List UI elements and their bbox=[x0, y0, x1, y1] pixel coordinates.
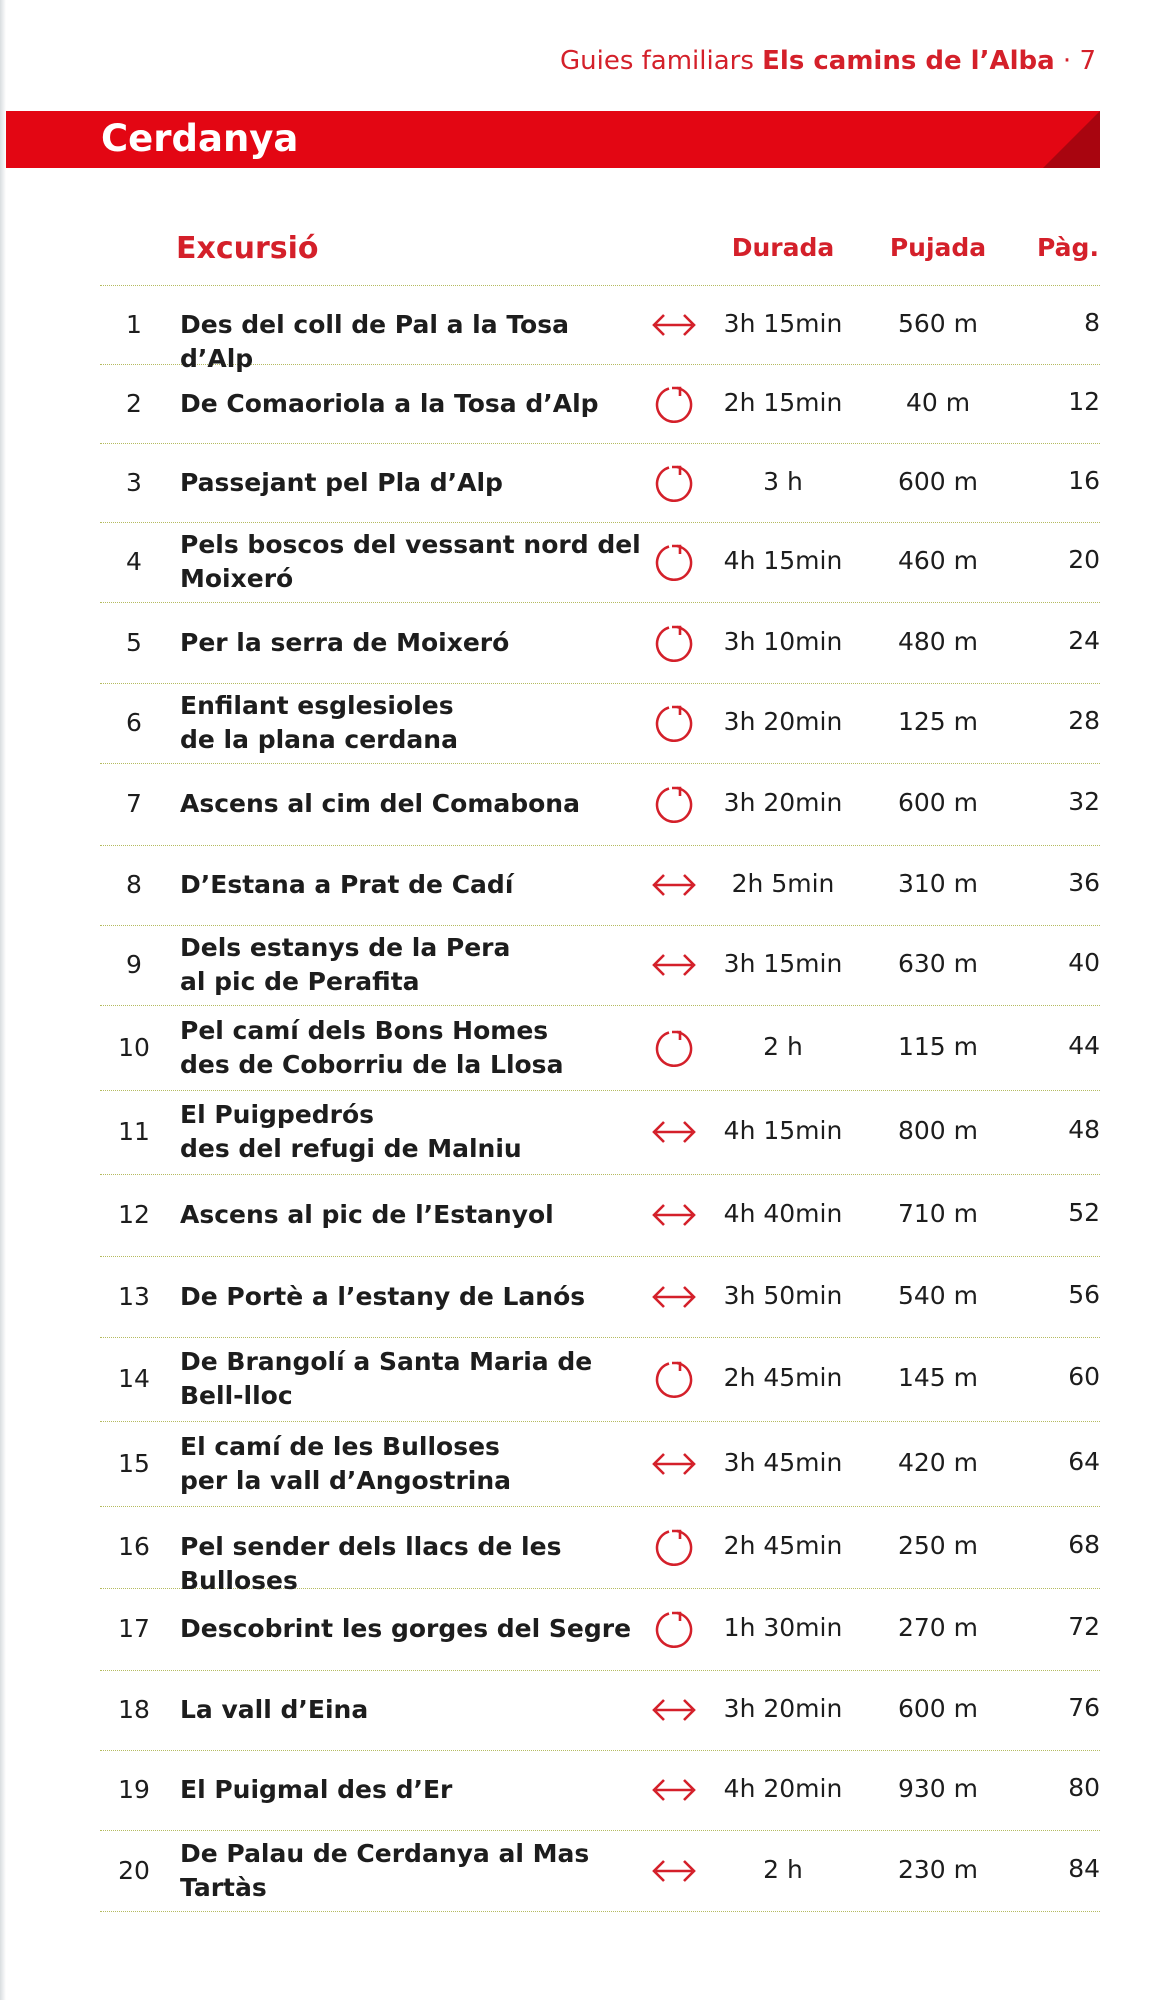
excursion-page: 72 bbox=[1068, 1612, 1100, 1641]
excursion-page: 8 bbox=[1084, 307, 1100, 337]
excursion-duration: 3h 15min bbox=[723, 308, 843, 338]
excursion-number: 17 bbox=[118, 1614, 150, 1643]
loop-arrow-icon bbox=[650, 382, 698, 426]
double-arrow-icon bbox=[650, 1442, 698, 1486]
excursion-ascent: 800 m bbox=[897, 1116, 979, 1145]
loop-arrow-icon bbox=[650, 1525, 698, 1569]
loop-arrow-icon bbox=[650, 1607, 698, 1651]
excursion-number: 4 bbox=[126, 547, 142, 576]
double-arrow-icon bbox=[650, 303, 698, 347]
excursion-name-line: De Palau de Cerdanya al Mas bbox=[180, 1838, 590, 1868]
loop-arrow-icon bbox=[650, 540, 698, 584]
excursion-name bbox=[180, 1837, 650, 1905]
excursion-name-line: Moixeró bbox=[180, 564, 294, 593]
excursion-ascent: 560 m bbox=[897, 308, 979, 338]
double-arrow-icon bbox=[650, 943, 698, 987]
excursion-name bbox=[180, 387, 650, 421]
excursion-number: 12 bbox=[118, 1200, 150, 1229]
excursion-ascent: 600 m bbox=[897, 466, 979, 496]
excursion-ascent: 310 m bbox=[897, 869, 979, 898]
excursion-duration: 2 h bbox=[763, 1031, 803, 1061]
excursion-number: 13 bbox=[118, 1281, 150, 1311]
excursion-page: 16 bbox=[1068, 465, 1100, 495]
excursion-number: 7 bbox=[126, 789, 142, 818]
excursion-name-line: al pic de Perafita bbox=[180, 967, 420, 996]
excursion-name-line: Ascens al pic de l’Estanyol bbox=[180, 1200, 554, 1229]
excursion-name bbox=[180, 1280, 650, 1314]
excursion-page: 28 bbox=[1068, 706, 1100, 735]
excursion-number: 16 bbox=[118, 1532, 150, 1561]
double-arrow-icon bbox=[650, 1688, 698, 1732]
excursion-duration: 2h 45min bbox=[723, 1531, 843, 1560]
excursion-ascent: 250 m bbox=[897, 1531, 979, 1560]
double-arrow-icon bbox=[650, 1849, 698, 1893]
row-separator bbox=[100, 1670, 1100, 1671]
excursion-name bbox=[180, 931, 650, 999]
excursion-name bbox=[180, 1693, 650, 1727]
row-separator bbox=[100, 1256, 1100, 1257]
excursion-ascent: 710 m bbox=[897, 1199, 979, 1228]
excursion-ascent: 145 m bbox=[897, 1363, 979, 1392]
excursion-ascent: 480 m bbox=[897, 626, 979, 656]
excursion-ascent: 40 m bbox=[905, 387, 971, 417]
excursion-name bbox=[180, 689, 650, 757]
row-separator bbox=[100, 602, 1100, 603]
excursion-name-line: D’Estana a Prat de Cadí bbox=[180, 870, 514, 899]
excursion-duration: 3h 50min bbox=[723, 1280, 843, 1310]
header-duration: Durada bbox=[731, 233, 835, 262]
excursion-name bbox=[180, 787, 650, 821]
excursion-number: 6 bbox=[126, 708, 142, 737]
excursion-name-line: des de Coborriu de la Llosa bbox=[180, 1049, 564, 1079]
excursion-name-line: des del refugi de Malniu bbox=[180, 1134, 522, 1163]
excursion-number: 11 bbox=[118, 1117, 150, 1146]
excursion-number: 14 bbox=[118, 1364, 150, 1393]
excursion-ascent: 460 m bbox=[897, 546, 979, 575]
excursion-name-line: De Portè a l’estany de Lanós bbox=[180, 1281, 586, 1311]
excursion-name bbox=[180, 1612, 650, 1646]
excursion-name bbox=[180, 1430, 650, 1498]
double-arrow-icon bbox=[650, 863, 698, 907]
row-separator bbox=[100, 1750, 1100, 1751]
excursion-ascent: 930 m bbox=[897, 1774, 979, 1803]
excursion-ascent: 270 m bbox=[897, 1613, 979, 1642]
excursion-duration: 1h 30min bbox=[723, 1613, 843, 1642]
excursion-name-line: Pel camí dels Bons Homes bbox=[180, 1015, 549, 1045]
excursion-duration: 4h 15min bbox=[723, 1116, 843, 1145]
excursion-duration: 3h 20min bbox=[723, 788, 843, 817]
row-separator bbox=[100, 285, 1100, 286]
row-separator bbox=[100, 1005, 1100, 1006]
row-separator bbox=[100, 1174, 1100, 1175]
loop-arrow-icon bbox=[650, 461, 698, 505]
excursion-duration: 3h 45min bbox=[723, 1447, 843, 1477]
excursion-ascent: 630 m bbox=[897, 949, 979, 978]
excursion-page: 64 bbox=[1068, 1446, 1100, 1476]
row-separator bbox=[100, 1830, 1100, 1831]
row-separator bbox=[100, 1337, 1100, 1338]
loop-arrow-icon bbox=[650, 782, 698, 826]
excursion-duration: 3h 15min bbox=[723, 949, 843, 978]
excursion-name bbox=[180, 1198, 650, 1232]
excursion-duration: 4h 40min bbox=[723, 1199, 843, 1228]
double-arrow-icon bbox=[650, 1768, 698, 1812]
excursion-page: 12 bbox=[1068, 386, 1100, 416]
excursion-name-line: El Puigpedrós bbox=[180, 1100, 375, 1129]
excursion-number: 19 bbox=[118, 1775, 150, 1804]
excursion-name bbox=[180, 466, 650, 500]
excursion-page: 52 bbox=[1068, 1198, 1100, 1227]
excursion-duration: 3 h bbox=[763, 466, 803, 496]
excursion-page: 36 bbox=[1068, 868, 1100, 897]
excursion-name-line: Per la serra de Moixeró bbox=[180, 627, 510, 657]
excursion-name-line: El camí de les Bulloses bbox=[180, 1431, 500, 1461]
excursion-duration: 3h 10min bbox=[723, 626, 843, 656]
excursion-duration: 4h 20min bbox=[723, 1774, 843, 1803]
row-separator bbox=[100, 443, 1100, 444]
excursion-duration: 3h 20min bbox=[723, 707, 843, 736]
excursion-page: 84 bbox=[1068, 1853, 1100, 1883]
excursion-name-line: Pels boscos del vessant nord del bbox=[180, 530, 641, 559]
header-page: Pàg. bbox=[1037, 233, 1099, 262]
book-title: Els camins de l’Alba bbox=[762, 46, 1055, 76]
excursion-duration: 2 h bbox=[763, 1854, 803, 1884]
excursion-name-line: Tartàs bbox=[180, 1872, 267, 1902]
excursion-page: 32 bbox=[1068, 787, 1100, 816]
excursion-ascent: 230 m bbox=[897, 1854, 979, 1884]
double-arrow-icon bbox=[650, 1110, 698, 1154]
loop-arrow-icon bbox=[650, 621, 698, 665]
excursion-name-line: De Brangolí a Santa Maria de bbox=[180, 1347, 593, 1376]
excursion-number: 10 bbox=[118, 1032, 150, 1062]
excursion-ascent: 420 m bbox=[897, 1447, 979, 1477]
excursion-number: 9 bbox=[126, 950, 142, 979]
row-separator bbox=[100, 522, 1100, 523]
excursion-number: 8 bbox=[126, 870, 142, 899]
excursion-duration: 4h 15min bbox=[723, 546, 843, 575]
excursion-duration: 2h 45min bbox=[723, 1363, 843, 1392]
excursion-name-line: Passejant pel Pla d’Alp bbox=[180, 467, 503, 497]
excursion-name bbox=[180, 626, 650, 660]
loop-arrow-icon bbox=[650, 1026, 698, 1070]
excursion-page: 76 bbox=[1068, 1693, 1100, 1722]
header-ascent: Pujada bbox=[889, 233, 987, 262]
row-separator bbox=[100, 1911, 1100, 1912]
excursion-name bbox=[180, 868, 650, 902]
excursion-name-line: Ascens al cim del Comabona bbox=[180, 789, 580, 818]
excursion-name bbox=[180, 1345, 650, 1413]
row-separator bbox=[100, 1090, 1100, 1091]
row-separator bbox=[100, 1506, 1100, 1507]
excursion-name bbox=[180, 1530, 650, 1598]
excursion-page: 40 bbox=[1068, 948, 1100, 977]
excursion-ascent: 125 m bbox=[897, 707, 979, 736]
excursion-number: 1 bbox=[126, 309, 142, 339]
excursion-ascent: 600 m bbox=[897, 788, 979, 817]
excursion-name-line: Dels estanys de la Pera bbox=[180, 933, 511, 962]
excursion-ascent: 600 m bbox=[897, 1694, 979, 1723]
excursion-name-line: Descobrint les gorges del Segre bbox=[180, 1614, 632, 1643]
excursion-page: 80 bbox=[1068, 1773, 1100, 1802]
excursion-number: 5 bbox=[126, 627, 142, 657]
series-name: Guies familiars bbox=[559, 46, 754, 76]
excursion-name-line: Bell-lloc bbox=[180, 1381, 293, 1410]
excursion-name bbox=[180, 528, 650, 596]
excursion-page: 60 bbox=[1068, 1362, 1100, 1391]
excursion-page: 56 bbox=[1068, 1279, 1100, 1309]
page-number: · 7 bbox=[1062, 46, 1096, 76]
excursion-duration: 3h 20min bbox=[723, 1694, 843, 1723]
excursion-name bbox=[180, 308, 650, 376]
loop-arrow-icon bbox=[650, 701, 698, 745]
excursion-ascent: 115 m bbox=[897, 1031, 979, 1061]
double-arrow-icon bbox=[650, 1193, 698, 1237]
excursion-duration: 2h 15min bbox=[723, 387, 843, 417]
excursion-number: 18 bbox=[118, 1695, 150, 1724]
row-separator bbox=[100, 1421, 1100, 1422]
excursion-number: 20 bbox=[118, 1855, 150, 1885]
double-arrow-icon bbox=[650, 1275, 698, 1319]
section-title: Cerdanya bbox=[101, 117, 299, 160]
row-separator bbox=[100, 845, 1100, 846]
row-separator bbox=[100, 763, 1100, 764]
excursion-name-line: per la vall d’Angostrina bbox=[180, 1465, 512, 1495]
row-separator bbox=[100, 683, 1100, 684]
excursion-number: 3 bbox=[126, 467, 142, 497]
excursion-name-line: La vall d’Eina bbox=[180, 1695, 369, 1724]
excursion-page: 48 bbox=[1068, 1115, 1100, 1144]
excursion-name-line: El Puigmal des d’Er bbox=[180, 1775, 453, 1804]
excursion-name-line: De Comaoriola a la Tosa d’Alp bbox=[180, 388, 599, 418]
excursion-name-line: Enfilant esglesioles bbox=[180, 691, 454, 720]
excursion-name-line: Pel sender dels llacs de les Bulloses bbox=[180, 1532, 562, 1595]
excursion-ascent: 540 m bbox=[897, 1280, 979, 1310]
excursion-number: 15 bbox=[118, 1448, 150, 1478]
excursion-page: 20 bbox=[1068, 545, 1100, 574]
excursion-number: 2 bbox=[126, 388, 142, 418]
excursion-name bbox=[180, 1773, 650, 1807]
excursion-name-line: Des del coll de Pal a la Tosa d’Alp bbox=[180, 309, 569, 373]
excursion-page: 44 bbox=[1068, 1030, 1100, 1060]
loop-arrow-icon bbox=[650, 1357, 698, 1401]
row-separator bbox=[100, 925, 1100, 926]
header-excursion: Excursió bbox=[176, 231, 319, 266]
excursion-duration: 2h 5min bbox=[731, 869, 835, 898]
excursion-name bbox=[180, 1098, 650, 1166]
excursion-page: 24 bbox=[1068, 625, 1100, 655]
excursion-name bbox=[180, 1014, 650, 1082]
excursion-page: 68 bbox=[1068, 1530, 1100, 1559]
excursion-name-line: de la plana cerdana bbox=[180, 725, 458, 754]
